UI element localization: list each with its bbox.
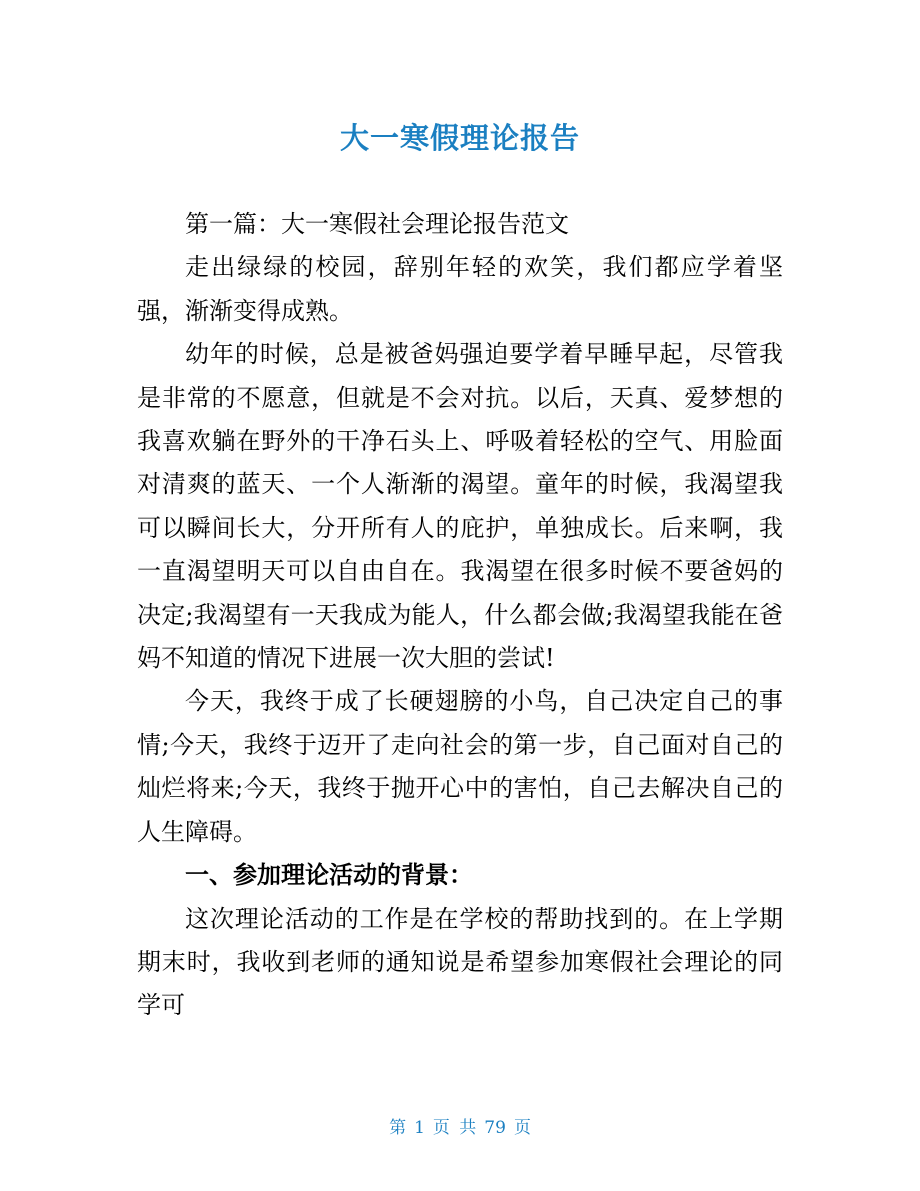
section-heading: 一、参加理论活动的背景： <box>185 861 473 890</box>
page-footer <box>0 1113 920 1138</box>
paragraph: 今天，我终于成了长硬翅膀的小鸟，自己决定自己的事情;今天，我终于迈开了走向社会的第一步，自己面对自己的灿烂将来;今天，我终于抛开心中的害怕，自己去解决自己的人生障碍。 <box>137 687 783 846</box>
document-title: 大一寒假理论报告 <box>339 121 580 155</box>
footer-total-pages: 79 <box>484 1118 506 1138</box>
footer-middle: 页 共 <box>432 1118 477 1138</box>
footer-prefix: 第 <box>389 1118 407 1138</box>
paragraph-subtitle: 第一篇：大一寒假社会理论报告范文 <box>185 210 569 238</box>
paragraph: 走出绿绿的校园，辞别年轻的欢笑，我们都应学着坚强，渐渐变得成熟。 <box>137 253 783 325</box>
footer-suffix: 页 <box>513 1118 531 1138</box>
paragraph: 幼年的时候，总是被爸妈强迫要学着早睡早起，尽管我是非常的不愿意，但就是不会对抗。以后，天真、爱梦想的我喜欢躺在野外的干净石头上、呼吸着轻松的空气、用脸面对清爽的蓝天、一个人渐渐的渴望。童年的时候，我渴望我可以瞬间长大，分开所有人的庇护，单独成长。后来啊，我一直渴望明天可以自由自在。我渴望在很多时候不要爸妈的决定;我渴望有一天我成为能人，什么都会做;我渴望我能在爸妈不知道的情况下进展一次大胆的尝试! <box>137 340 783 673</box>
document-body <box>137 203 783 1028</box>
paragraph: 这次理论活动的工作是在学校的帮助找到的。在上学期期末时，我收到老师的通知说是希望参加寒假社会理论的同学可 <box>137 904 783 1020</box>
footer-current-page: 1 <box>414 1118 425 1138</box>
